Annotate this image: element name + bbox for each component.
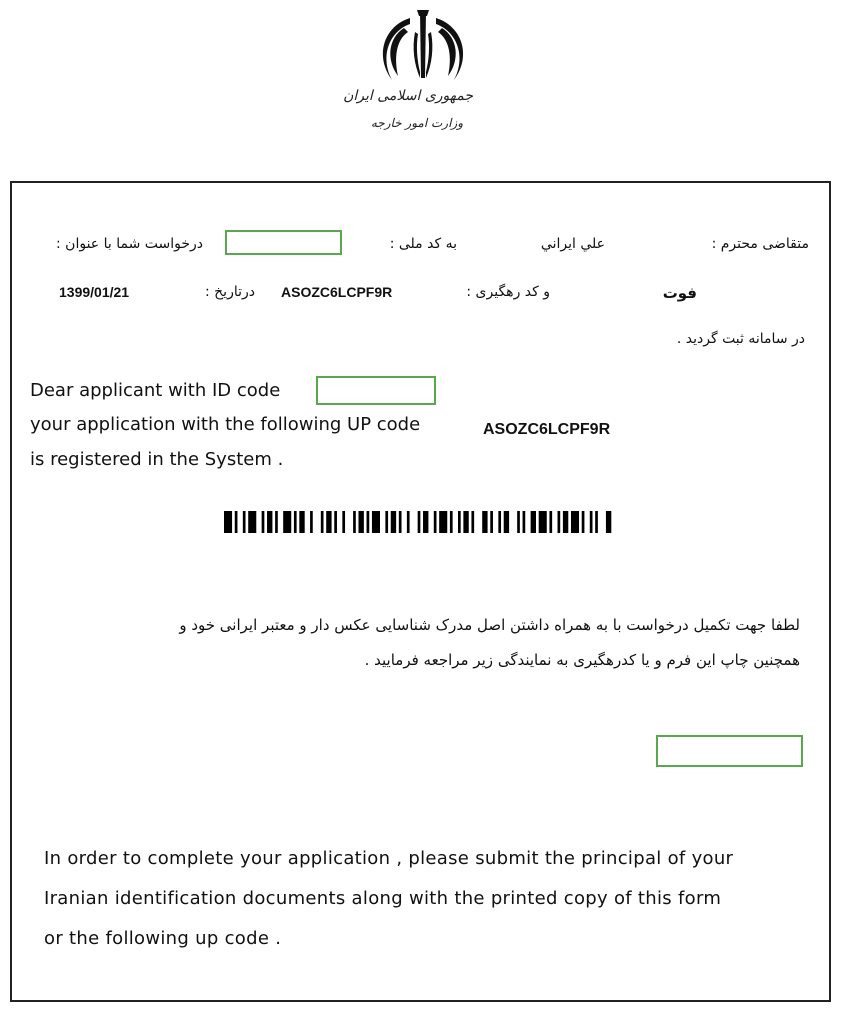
barcode-bar [590, 511, 593, 533]
date-value: 1399/01/21 [59, 284, 130, 300]
barcode-bar [358, 511, 363, 533]
barcode-bar [418, 511, 421, 533]
barcode-bar [399, 511, 402, 533]
document-frame [10, 181, 831, 1002]
applicant-name: علي ايراني [540, 236, 605, 252]
barcode-bar [353, 511, 356, 533]
barcode-bar [539, 511, 547, 533]
barcode-bar [434, 511, 437, 533]
barcode-bar [582, 511, 585, 533]
barcode-bar [334, 511, 337, 533]
registered-text: در سامانه ثبت گردید . [676, 331, 805, 347]
barcode-bar [294, 511, 297, 533]
barcode-bar [235, 511, 238, 533]
id-code-redacted [316, 376, 436, 405]
barcode-bar [407, 511, 410, 533]
applicant-label: متقاضی محترم : [711, 236, 809, 252]
barcode-bar [310, 511, 313, 533]
barcode-bar [517, 511, 520, 533]
barcode-bar [563, 511, 568, 533]
barcode-bar [342, 511, 345, 533]
barcode-bar [321, 511, 324, 533]
barcode-bar [571, 511, 579, 533]
barcode-bar [367, 511, 370, 533]
republic-name: جمهوری اسلامی ایران [343, 88, 473, 104]
barcode-bar [224, 511, 232, 533]
barcode-bar [606, 511, 611, 533]
english-line-1: Dear applicant with ID code [30, 380, 281, 401]
national-code-redacted [225, 230, 342, 255]
barcode-bar [498, 511, 501, 533]
barcode-bar [439, 511, 447, 533]
english-line-2: your application with the following UP code [30, 414, 421, 435]
barcode [224, 511, 614, 533]
date-label: درتاریخ : [204, 284, 255, 300]
barcode-bar [243, 511, 246, 533]
tracking-code-label: و کد رهگیری : [466, 284, 550, 300]
english-line-3: is registered in the System . [30, 449, 284, 470]
barcode-bar [450, 511, 453, 533]
barcode-bar [299, 511, 304, 533]
barcode-bar [471, 511, 474, 533]
barcode-bar [262, 511, 265, 533]
office-redacted [656, 735, 803, 767]
barcode-bar [482, 511, 487, 533]
instructions-en-line-2: Iranian identification documents along with the printed copy of this form [44, 888, 722, 909]
national-code-label: به کد ملی : [389, 236, 457, 252]
instructions-en-line-3: or the following up code . [44, 928, 282, 949]
request-type: فوت [662, 284, 697, 302]
barcode-bar [549, 511, 552, 533]
instructions-fa-line-2: همچنین چاپ این فرم و یا کدرهگیری به نمایندگی زیر مراجعه فرمایید . [364, 651, 800, 669]
barcode-bar [283, 511, 291, 533]
barcode-bar [372, 511, 380, 533]
barcode-bar [531, 511, 536, 533]
barcode-bar [391, 511, 396, 533]
barcode-bar [275, 511, 278, 533]
barcode-bar [504, 511, 509, 533]
barcode-bar [458, 511, 461, 533]
barcode-bar [423, 511, 428, 533]
barcode-bar [267, 511, 272, 533]
barcode-bar [595, 511, 598, 533]
barcode-bar [385, 511, 388, 533]
barcode-bar [463, 511, 468, 533]
iran-emblem-icon [370, 8, 476, 88]
ministry-name: وزارت امور خارجه [370, 116, 463, 130]
instructions-en-line-1: In order to complete your application , please submit the principal of your [44, 848, 734, 869]
tracking-code-en: ASOZC6LCPF9R [483, 421, 611, 438]
request-title-label: درخواست شما با عنوان : [56, 236, 203, 252]
barcode-bar [326, 511, 331, 533]
barcode-bar [558, 511, 561, 533]
barcode-bar [490, 511, 493, 533]
barcode-bar [523, 511, 526, 533]
barcode-bar [248, 511, 256, 533]
instructions-fa-line-1: لطفا جهت تکمیل درخواست با به همراه داشتن اصل مدرک شناسایی عکس دار و معتبر ایرانی خود و [179, 616, 800, 634]
tracking-code-fa: ASOZC6LCPF9R [281, 284, 393, 300]
